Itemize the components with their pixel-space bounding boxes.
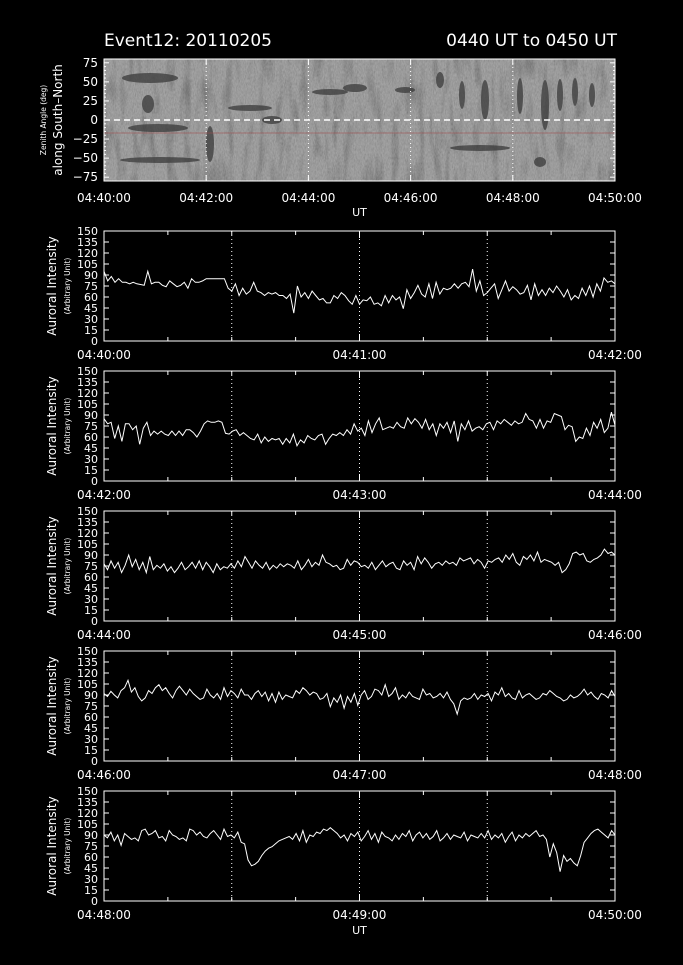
panel-y-label-small: (Arbitrary Unit) xyxy=(63,537,72,595)
panel-x-tick-label: 04:46:00 xyxy=(77,768,131,782)
keogram-y-label-small: Zenith Angle (deg) xyxy=(39,84,48,156)
intensity-panel-3 xyxy=(45,505,642,642)
keogram-x-label: UT xyxy=(352,206,367,219)
panel-x-tick-label: 04:41:00 xyxy=(332,348,387,362)
panel-y-tick-label: 135 xyxy=(77,376,98,389)
panel-y-tick-label: 135 xyxy=(77,796,98,809)
panel-x-tick-label: 04:44:00 xyxy=(77,628,131,642)
panel-y-tick-label: 60 xyxy=(84,291,98,304)
panel-y-tick-label: 0 xyxy=(91,615,98,628)
panel-x-label: UT xyxy=(352,924,367,937)
panel-y-tick-label: 150 xyxy=(77,645,98,658)
panel-y-tick-label: 0 xyxy=(91,335,98,348)
panel-y-tick-label: 60 xyxy=(84,571,98,584)
keogram-x-tick-label: 04:48:00 xyxy=(485,191,540,205)
panel-x-tick-label: 04:46:00 xyxy=(588,628,642,642)
panel-y-tick-label: 150 xyxy=(77,225,98,238)
panel-y-tick-label: 75 xyxy=(84,560,98,573)
panel-y-tick-label: 120 xyxy=(77,387,98,400)
intensity-series-line xyxy=(104,828,615,872)
panel-y-tick-label: 45 xyxy=(84,582,98,595)
panel-y-tick-label: 120 xyxy=(77,247,98,260)
panel-y-label: Auroral Intensity xyxy=(45,796,59,896)
intensity-panel-1 xyxy=(45,225,642,362)
keogram-x-tick-label: 04:46:00 xyxy=(383,191,438,205)
panel-y-tick-label: 30 xyxy=(84,313,98,326)
panel-y-tick-label: 60 xyxy=(84,431,98,444)
panel-y-tick-label: 105 xyxy=(77,678,98,691)
keogram-y-tick-label: −50 xyxy=(72,151,98,166)
panel-y-tick-label: 90 xyxy=(84,409,98,422)
time-range-title: 0440 UT to 0450 UT xyxy=(446,31,617,51)
panel-y-tick-label: 90 xyxy=(84,549,98,562)
keogram-y-tick-label: 50 xyxy=(82,74,98,89)
panel-x-tick-label: 04:48:00 xyxy=(588,768,642,782)
panel-y-tick-label: 0 xyxy=(91,475,98,488)
panel-x-tick-label: 04:49:00 xyxy=(332,908,387,922)
panel-y-tick-label: 60 xyxy=(84,711,98,724)
panel-y-tick-label: 30 xyxy=(84,593,98,606)
intensity-panel-5 xyxy=(45,785,642,937)
intensity-series-line xyxy=(104,549,615,573)
panel-y-tick-label: 0 xyxy=(91,895,98,908)
panel-y-tick-label: 105 xyxy=(77,538,98,551)
panel-y-tick-label: 75 xyxy=(84,280,98,293)
panel-y-tick-label: 15 xyxy=(84,464,98,477)
panel-y-tick-label: 45 xyxy=(84,862,98,875)
panel-x-tick-label: 04:43:00 xyxy=(332,488,387,502)
panel-y-tick-label: 135 xyxy=(77,516,98,529)
panel-y-tick-label: 45 xyxy=(84,722,98,735)
panel-y-tick-label: 60 xyxy=(84,851,98,864)
keogram-x-tick-label: 04:40:00 xyxy=(77,191,131,205)
keogram-y-tick-label: 75 xyxy=(82,55,98,70)
intensity-panel-2 xyxy=(45,365,642,502)
panel-y-label-small: (Arbitrary Unit) xyxy=(63,257,72,315)
panel-y-label-small: (Arbitrary Unit) xyxy=(63,397,72,455)
panel-x-tick-label: 04:42:00 xyxy=(77,488,131,502)
panel-y-tick-label: 105 xyxy=(77,818,98,831)
panel-x-tick-label: 04:45:00 xyxy=(332,628,387,642)
keogram-y-tick-label: −25 xyxy=(72,132,98,147)
panel-y-tick-label: 75 xyxy=(84,700,98,713)
panel-x-tick-label: 04:42:00 xyxy=(588,348,642,362)
panel-y-tick-label: 135 xyxy=(77,236,98,249)
panel-y-tick-label: 30 xyxy=(84,453,98,466)
panel-y-tick-label: 105 xyxy=(77,258,98,271)
panel-y-tick-label: 45 xyxy=(84,302,98,315)
panel-y-tick-label: 15 xyxy=(84,324,98,337)
keogram-x-tick-label: 04:50:00 xyxy=(588,191,642,205)
panel-y-label: Auroral Intensity xyxy=(45,236,59,336)
keogram-y-label: along South–North xyxy=(51,64,65,176)
panel-y-tick-label: 105 xyxy=(77,398,98,411)
panel-y-tick-label: 135 xyxy=(77,656,98,669)
keogram-y-tick-label: 25 xyxy=(82,93,98,108)
panel-y-tick-label: 30 xyxy=(84,733,98,746)
panel-x-tick-label: 04:48:00 xyxy=(77,908,131,922)
panel-y-tick-label: 120 xyxy=(77,527,98,540)
event-title: Event12: 20110205 xyxy=(104,31,272,51)
panel-y-tick-label: 120 xyxy=(77,667,98,680)
panel-y-tick-label: 45 xyxy=(84,442,98,455)
panel-x-tick-label: 04:44:00 xyxy=(588,488,642,502)
panel-x-tick-label: 04:50:00 xyxy=(588,908,642,922)
panel-y-tick-label: 0 xyxy=(91,755,98,768)
keogram-y-tick-label: 0 xyxy=(90,113,98,127)
panel-y-tick-label: 150 xyxy=(77,785,98,798)
panel-x-tick-label: 04:40:00 xyxy=(77,348,131,362)
panel-y-tick-label: 30 xyxy=(84,873,98,886)
panel-y-label-small: (Arbitrary Unit) xyxy=(63,677,72,735)
keogram-y-tick-label: −75 xyxy=(72,170,98,185)
panel-y-label-small: (Arbitrary Unit) xyxy=(63,817,72,875)
keogram-x-tick-label: 04:42:00 xyxy=(179,191,234,205)
panel-y-tick-label: 15 xyxy=(84,604,98,617)
panel-y-tick-label: 15 xyxy=(84,744,98,757)
panel-x-tick-label: 04:47:00 xyxy=(332,768,387,782)
panel-y-tick-label: 75 xyxy=(84,420,98,433)
panel-y-tick-label: 150 xyxy=(77,365,98,378)
panel-y-tick-label: 90 xyxy=(84,689,98,702)
intensity-panel-4 xyxy=(45,645,642,782)
panel-y-tick-label: 75 xyxy=(84,840,98,853)
intensity-series-line xyxy=(104,412,615,446)
panel-y-label: Auroral Intensity xyxy=(45,516,59,616)
intensity-series-line xyxy=(104,680,615,714)
panel-y-tick-label: 150 xyxy=(77,505,98,518)
panel-y-tick-label: 90 xyxy=(84,829,98,842)
panel-y-tick-label: 90 xyxy=(84,269,98,282)
keogram-x-tick-label: 04:44:00 xyxy=(281,191,336,205)
panel-y-tick-label: 120 xyxy=(77,807,98,820)
panel-y-tick-label: 15 xyxy=(84,884,98,897)
panel-y-label: Auroral Intensity xyxy=(45,656,59,756)
panel-y-label: Auroral Intensity xyxy=(45,376,59,476)
